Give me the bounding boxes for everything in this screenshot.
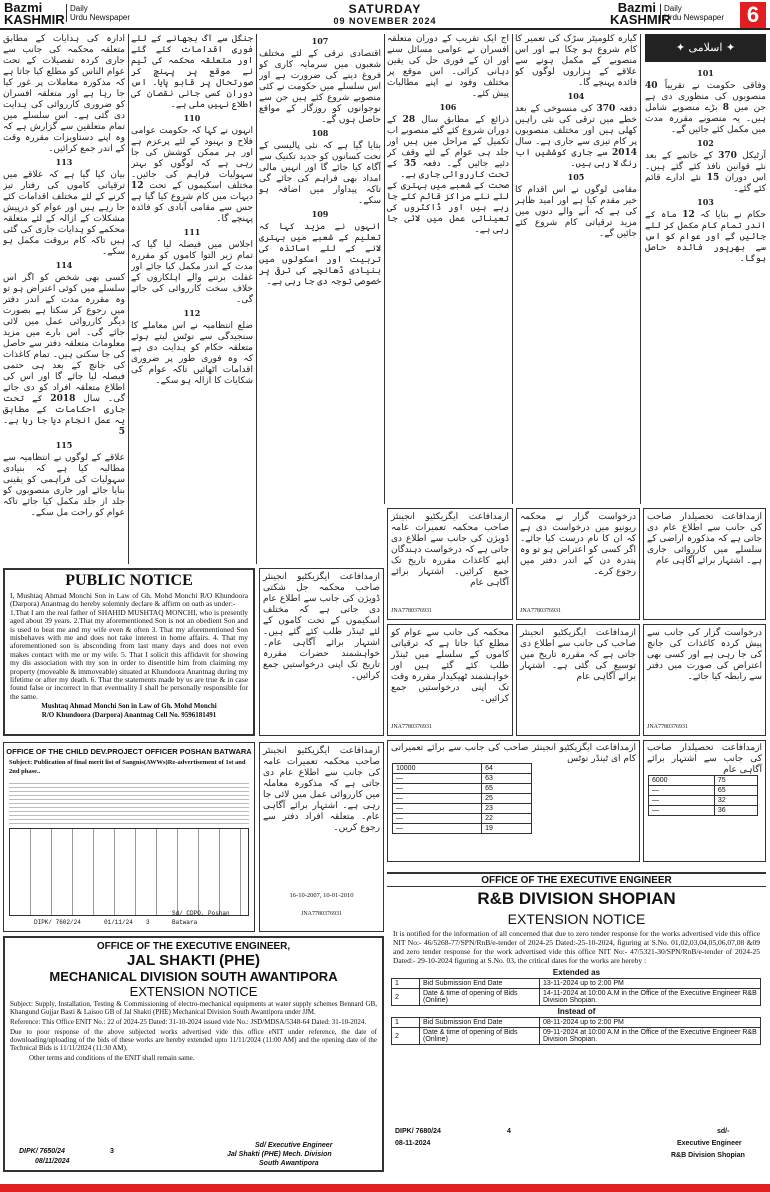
urdu-notice-box: ازمدافاعت تحصیلدار صاحب کی جانب سے اطلاع عام دی جاتی ہے کہ مذکورہ اراضی کے سلسلے میں کارروائی جاری ہے۔ اشتہار برائے آگاہی عام [643, 508, 766, 620]
urdu-column-6: 101 وفاقی حکومت نے تقریباً 40 منصوبوں کی منظوری دی ہے جن میں 8 بڑے منصوبے شامل ہیں۔ یہ منصوبے مقررہ مدت میں مکمل کئے جائیں گے۔ 102 آرٹیکل 370 کے خاتمے کے بعد نئے قوانین نافذ کئے گئے ہیں۔ اس دوران 15 نئے ادارے قائم کئے گئے۔ 103 حکام نے بتایا کہ 12 ماہ کے اندر تمام کام مکمل کر لئے جائیں گے اور عوام کو اس سے بھرپور فائدہ حاصل ہوگا۔ [645, 68, 766, 264]
item-number: 111 [183, 227, 201, 237]
amount-cell: 23 [482, 804, 532, 814]
public-notice [3, 568, 255, 736]
urdu-column-4: آج ایک تقریب کے دوران متعلقہ افسران نے عوامی مسائل سنے اور ان کے فوری حل کی یقین دہانی کرائی۔ اس موقع پر مختلف وفود نے اپنے مطالبات پیش کئے۔ 106 ذرائع کے مطابق سال 28 کے دوران شروع کئے گئے منصوبے اب تکمیل کے مراحل میں ہیں اور جلد ہی عوام کے لئے وقف کر دئیے جائیں گے۔ دفعہ 35 کے تحت کارروائی جاری ہے۔ صحت کے شعبے میں بہتری کے لئے نئے مراکز قائم کئے جا رہے ہیں اور ڈاکٹروں کی تعیناتی عمل میں لائی جا رہی ہے۔ [387, 34, 509, 235]
amount-cell: 32 [714, 796, 757, 806]
rb-office: OFFICE OF THE EXECUTIVE ENGINEER [387, 872, 766, 887]
inline-figure: 40 [645, 81, 658, 91]
js-reference: Reference: This Office ENIT No.: 22 of 2024-25 Dated: 31-10-2024 issued vide No.: JSD/MDSA/5348-64 Dated: 31-10-2024. [10, 1018, 367, 1026]
urdu-tender-notice: ازمدافاعت ایگزیکٹیو انجینئر صاحب کی جانب سے برائے تعمیراتی کام ای ٹینڈر نوٹس 10000 64 — 63 — 65 — 25 — 23 — 22 — 19 [387, 740, 640, 862]
js-date: 08/11/2024 [35, 1158, 70, 1165]
cdpo-num: 3 [146, 919, 150, 926]
inline-figure: 12 [131, 181, 144, 191]
amount-cell: 75 [714, 776, 757, 786]
rb-division: R&B DIVISION SHOPIAN [477, 889, 676, 908]
cdpo-merit-table [9, 828, 249, 916]
amount-cell: 19 [482, 824, 532, 834]
urdu-notice-box: ازمدافاعت ایگزیکٹیو انجینئر صاحب کی جانب سے اطلاع دی جاتی ہے کہ مقررہ تاریخ میں توسیع کی گئی ہے۔ اشتہار برائے آگاہی عام [516, 624, 640, 736]
item-number: 102 [697, 138, 714, 148]
rb-num: 4 [507, 1128, 511, 1135]
right-sub-1: Daily [664, 4, 682, 13]
column-rule [384, 34, 385, 504]
cdpo-signature: Sd/ CDPO, Poshan Batwara [172, 910, 230, 926]
js-num: 3 [110, 1148, 114, 1155]
rb-ref: DIPK/ 7680/24 [395, 1128, 441, 1135]
urdu-tender-notice: ازمدافاعت تحصیلدار صاحب کی جانب سے اشتہار برائے آگاہی عام 6000 75 — 65 — 32 — 36 [643, 740, 766, 862]
amount-cell: 63 [482, 774, 532, 784]
masthead [0, 0, 770, 30]
amount-cell: 10000 [393, 764, 482, 774]
notice-ref: JNA7780376931 [391, 608, 433, 614]
urdu-date: 10-01-2010 [323, 892, 354, 899]
js-dept: JAL SHAKTI (PHE) [126, 952, 261, 969]
amount-cell: 25 [482, 794, 532, 804]
tender-table: 10000 64 — 63 — 65 — 25 — 23 — 22 — 19 [392, 763, 532, 834]
item-number: 106 [439, 102, 457, 112]
amount-cell: 6000 [649, 776, 715, 786]
issue-day: SATURDAY [348, 2, 422, 16]
column-rule [640, 34, 641, 504]
js-sig-2: Jal Shakti (PHE) Mech. Division [227, 1151, 332, 1158]
public-notice-sig-2: R/O Khundoora (Darpora) Anantnag Cell No. 9596181491 [41, 711, 217, 719]
inline-figure: 370 [718, 151, 737, 161]
js-ref: DIPK/ 7650/24 [19, 1148, 65, 1155]
item-number: 113 [55, 157, 73, 167]
right-title-2: KASHMIR [610, 12, 671, 27]
cdpo-title: OFFICE OF THE CHILD DEV.PROJECT OFFICER POSHAN BATWARA [6, 747, 252, 756]
js-sig-1: Sd/ Executive Engineer [255, 1142, 333, 1149]
footer-band [0, 1184, 770, 1192]
page-number-badge: 6 [740, 2, 766, 28]
notice-ref: JNA7780376931 [520, 608, 562, 614]
notice-ref: JNA7780376931 [647, 724, 689, 730]
public-notice-body: I, Mushtaq Ahmad Monchi Son in Law of Gh. Mohd Monchi R/O Khundoora (Darpora) Anantnag do hereby solemnly declare & affirm on oath as under:- 1.That I am the real father of SHAHID MUSHTAQ MONCHI, who is presently aged about 39 years. 2.That my aforementioned Son is not an obedient Son and is used to beat me and my wife even & often 3. That my aforementioned Son misbehaves with me and does not take interest in home affairs. 4. That my aforementioned son is absconding from last many days and does not even makes contact with me or my wife. 5. That I solicit this affidavit for showing my dis association with my son in order to disentitle him from claiming my property (moveable & immoveable) situated at Khundoora Anantnag during my lifetime or after my death. 6. That the statements made by us are true & in case found false or incorrect in that eventuality I shall be personally responsible for the same. [10, 591, 248, 701]
js-division: MECHANICAL DIVISION SOUTH AWANTIPORA [49, 969, 338, 984]
js-sig-3: South Awantipora [259, 1160, 319, 1167]
left-sub-1: Daily [70, 4, 88, 13]
rb-division-sig: R&B Division Shopian [671, 1152, 745, 1159]
item-number: 114 [55, 260, 73, 270]
urdu-notice-box: محکمہ کی جانب سے عوام کو مطلع کیا جاتا ہے کہ ترقیاتی کاموں کے سلسلے میں ٹینڈر طلب کئے گئے ہیں اور خواہشمند ٹھیکیدار مقررہ وقت تک اپنی درخواستیں جمع کرائیں۔ JNA7780376931 [387, 624, 513, 736]
cdpo-ref: DIPK/ 7602/24 [34, 919, 81, 926]
js-body: Due to poor response of the above subjected works advertised vide this office eNIT under reference, the date of downloading/uploading of the bids of these works are hereby extended upto 11/11/2024 (11:00 AM) and the opening date of the Technical Bids is 11/11/2024 (11:30 AM). [10, 1028, 377, 1052]
rb-notice [387, 872, 766, 1172]
item-number: 109 [311, 209, 329, 219]
rb-body: It is notified for the information of all concerned that due to zero tender response for the works advertised vide this office NIT No:- 46/5268-77/SPN/RnB/e-tender of 2024-25 Dated:-25-10-2024, figuring at S.No. 01,02,03,04,05,06,07,08 &09 and zero tender response for the work advertised vide this office NIT No:- 47/5321-30/SPN/RnB/e-tender of 2024-25 Dated:- 29-10-2024 figuring at S.No. 03, the critical dates for the works are hereby : [393, 929, 760, 965]
item-number: 107 [311, 36, 329, 46]
inline-figure: 5 [118, 427, 125, 437]
item-number: 110 [183, 113, 201, 123]
cdpo-subject: Subject: Publication of final merit list of Sangnis(AWWs)Re-advertisement of 1st and 2nd phase.. [9, 759, 246, 775]
urdu-notice-box: ازمدافاعت ایگزیکٹیو انجینئر صاحب محکمہ جل شکتی ڈویژن کی جانب سے اطلاع عام دی جاتی ہے کہ مختلف اسکیموں کے تحت کاموں کے لئے ٹینڈر طلب کئے گئے ہیں۔ اشتہار برائے آگاہی عام۔ خواہشمند حضرات مقررہ تاریخ تک اپنی درخواستیں جمع کرائیں۔ [259, 568, 384, 736]
cdpo-date: 01/11/24 [104, 919, 133, 926]
rb-instead-of: Instead of [557, 1007, 596, 1016]
left-sub-2: Urdu Newspaper [70, 13, 131, 22]
column-rule [256, 34, 257, 564]
urdu-notice-box: درخواست گزار نے محکمہ ریونیو میں درخواست دی ہے کہ ان کا نام درست کیا جائے۔ اگر کسی کو اعتراض ہو تو وہ پندرہ دن کے اندر دفتر میں رجوع کرے۔ JNA7780376931 [516, 508, 640, 620]
urdu-date: 16-10-2007 [289, 892, 320, 899]
urdu-column-3: 107 اقتصادی ترقی کے لئے مختلف شعبوں میں سرمایہ کاری کو فروغ دینے کی ضرورت ہے اور اس سلسلے میں حکومت نے کئی منصوبے شروع کئے ہیں جن سے نوجوانوں کو روزگار کے مواقع حاصل ہوں گے۔ 108 بتایا گیا ہے کہ نئی پالیسی کے تحت کسانوں کو جدید تکنیک سے آگاہ کیا جائے گا اور انہیں مالی امداد بھی فراہم کی جائے گی تاکہ پیداوار میں اضافہ ہو سکے۔ 109 انہوں نے مزید کہا کہ تعلیم کے شعبے میں بہتری لانے کے لئے اساتذہ کی تربیت اور اسکولوں میں بنیادی ڈھانچے کی ترقی پر خصوصی توجہ دی جا رہی ہے۔ [259, 36, 381, 287]
js-subject: Subject: Supply, Installation, Testing & Commissioning of electro-mechanical equipments at water supply schemes Bennard GB, Khangund Gujjar Basti & Laisoo GB of Jal Shakti (PHE) Mechanical Division South Awantipora under JJM. [10, 1000, 377, 1016]
urdu-notice-box: درخواست گزار کی جانب سے پیش کردہ کاغذات کی جانچ کی جا رہی ہے اور کسی بھی اعتراض کی صورت میں دفتر سے رابطہ کیا جائے۔ JNA7780376931 [643, 624, 766, 736]
item-number: 112 [183, 308, 201, 318]
rb-date: 08-11-2024 [395, 1140, 431, 1147]
item-number: 103 [697, 197, 714, 207]
cdpo-body-text [9, 780, 249, 824]
inline-figure: 2014 [611, 148, 637, 158]
urdu-cdpo-ref: JNA7780376931 [300, 911, 342, 917]
amount-cell: 65 [714, 786, 757, 796]
item-number: 104 [567, 91, 585, 101]
amount-cell: 22 [482, 814, 532, 824]
public-notice-title: PUBLIC NOTICE [65, 572, 193, 589]
rb-ee: Executive Engineer [677, 1140, 742, 1147]
column-rule [128, 34, 129, 564]
inline-figure: 2018 [50, 394, 76, 404]
amount-cell: 36 [714, 806, 757, 816]
urdu-notice-box: ازمدافاعت ایگزیکٹیو انجینئر صاحب محکمہ تعمیرات عامہ ڈویژن کی جانب سے اطلاع دی جاتی ہے کہ درخواست دہندگان اپنے کاغذات مقررہ تاریخ تک جمع کرائیں۔ اشتہار برائے آگاہی عام JNA7780376931 [387, 508, 513, 620]
urdu-column-5: گیارہ کلومیٹر سڑک کی تعمیر کا کام شروع ہو چکا ہے اور اس منصوبے کے مکمل ہونے سے علاقے کے ہزاروں لوگوں کو فائدہ پہنچے گا۔ 104 دفعہ 370 کی منسوخی کے بعد خطے میں ترقی کی نئی راہیں کھلی ہیں اور مختلف منصوبوں پر کام تیزی سے جاری ہے۔ سال 2014 سے جاری کوششیں اب رنگ لا رہی ہیں۔ 105 مقامی لوگوں نے اس اقدام کا خیر مقدم کیا ہے اور امید ظاہر کی ہے کہ آنے والے دنوں میں مزید ترقیاتی کام شروع کئے جائیں گے۔ [515, 34, 637, 239]
left-title-2: KASHMIR [4, 12, 65, 27]
rb-extension-title: EXTENSION NOTICE [507, 911, 646, 927]
amount-cell: 64 [482, 764, 532, 774]
urdu-column-1: ادارہ کی ہدایات کے مطابق متعلقہ محکمہ کی جانب سے جاری کردہ تفصیلات کے تحت عوام الناس کو مطلع کیا جاتا ہے کہ مذکورہ معاملات پر غور کیا جا رہا ہے اور متعلقہ افسران کو ضروری کارروائی کی ہدایت دی گئی ہے۔ اس سلسلے میں تمام متعلقین سے گزارش ہے کہ وہ اپنے دستاویزات مقررہ وقت کے اندر جمع کرائیں۔ 113 بیان کیا گیا ہے کہ علاقے میں ترقیاتی کاموں کی رفتار تیز کرنے کے لئے مختلف اقدامات کئے جا رہے ہیں اور عوام کو درپیش مشکلات کے ازالہ کے لئے متعلقہ محکمے کو ہدایات جاری کی گئی ہیں تاکہ کام بروقت مکمل ہو سکے۔ 114 کسی بھی شخص کو اگر اس سلسلے میں کوئی اعتراض ہو تو وہ مقررہ مدت کے اندر دفتر میں رجوع کر سکتا ہے بصورت دیگر کارروائی عمل میں لائی جائے گی۔ اس بارے میں مزید معلومات متعلقہ دفتر سے حاصل کی جا سکتی ہیں۔ تمام کاغذات کی جانچ کے بعد ہی حتمی فیصلہ لیا جائے گا اور اس کی اطلاع متعلقہ افراد کو دی جائے گی۔ سال 2018 کے تحت جاری احکامات کے مطابق یہ عمل انجام دیا جا رہا ہے۔ 5 115 علاقے کے لوگوں نے انتظامیہ سے مطالبہ کیا ہے کہ بنیادی سہولیات کی فراہمی کو یقینی بنایا جائے اور جاری منصوبوں کو جلد از جلد مکمل کیا جائے تاکہ عوام کو راحت مل سکے۔ [3, 34, 125, 518]
inline-figure: 28 [402, 115, 416, 125]
item-number: 115 [55, 440, 73, 450]
js-office: OFFICE OF THE EXECUTIVE ENGINEER, [96, 941, 291, 952]
amount-cell: 65 [482, 784, 532, 794]
inline-figure: 35 [403, 159, 417, 169]
rb-sd: sd/- [717, 1128, 730, 1135]
item-number: 105 [567, 172, 585, 182]
column-logo: ✦ اسلامی ✦ [645, 34, 766, 62]
column-rule [512, 34, 513, 504]
inline-figure: 12 [682, 210, 695, 220]
right-title-1: Bazmi [617, 0, 656, 15]
item-number: 108 [311, 128, 329, 138]
rb-extended-as: Extended as [552, 968, 601, 977]
js-extension-title: EXTENSION NOTICE [129, 984, 258, 999]
rb-extended-table: 1 Bid Submission End Date 13-11-2024 up to 2:00 PM 2 Date & time of opening of Bids (Online) 14-11-2024 at 10:00 A.M in the Office of the Executive Engineer R&B Division Shopian. [391, 978, 761, 1006]
item-number: 101 [697, 68, 714, 78]
urdu-column-2: جنگل سے آگ بجھانے کے لئے فوری اقدامات کئے گئے اور متعلقہ محکمہ کی ٹیم نے موقع پر پہنچ کر صورتحال پر قابو پایا۔ اس دوران کسی جانی نقصان کی اطلاع نہیں ملی ہے۔ 110 انہوں نے کہا کہ حکومت عوامی فلاح و بہبود کے لئے پرعزم ہے اور ہر ممکن کوشش کی جا رہی ہے کہ لوگوں کو بہتر سہولیات فراہم کی جائیں۔ مختلف اسکیموں کے تحت 12 دیہات میں کام شروع کیا گیا ہے جس سے مقامی آبادی کو فائدہ پہنچے گا۔ 111 اجلاس میں فیصلہ لیا گیا کہ تمام زیر التوا کاموں کو مقررہ مدت کے اندر مکمل کیا جائے اور غفلت برتنے والے اہلکاروں کے خلاف سخت کارروائی کی جائے گی۔ 112 ضلع انتظامیہ نے اس معاملے کا سنجیدگی سے نوٹس لیتے ہوئے متعلقہ حکام کو ہدایت دی ہے کہ وہ فوری طور پر ضروری اقدامات اٹھائیں تاکہ عوام کی شکایات کا ازالہ ہو سکے۔ [131, 34, 253, 386]
notice-ref: JNA7780376931 [391, 724, 433, 730]
issue-date: 09 NOVEMBER 2024 [333, 16, 437, 26]
urdu-cdpo-notice: ازمدافاعت ایگزیکٹیو انجینئر صاحب محکمہ تعمیرات عامہ کی جانب سے اطلاع عام دی جاتی ہے کہ مذکورہ معاملہ میں کارروائی عمل میں لائی جا رہی ہے۔ اشتہار برائے آگاہی عام۔ متعلقہ افراد دفتر سے رجوع کریں۔ 16-10-2007, 10-01-2010 JNA7780376931 [259, 742, 384, 932]
inline-figure: 370 [596, 104, 616, 114]
public-notice-sig-1: Mushtaq Ahmad Monchi Son in Law of Gh. Mohd Monchi [41, 702, 217, 710]
inline-figure: 8 [722, 103, 729, 113]
jal-shakti-notice [3, 936, 384, 1172]
cdpo-notice [3, 742, 255, 932]
js-body-2: Other terms and conditions of the ENIT shall remain same. [29, 1054, 195, 1062]
inline-figure: 15 [706, 173, 720, 183]
right-sub-2: Urdu Newspaper [664, 13, 725, 22]
left-title-1: Bazmi [4, 0, 43, 15]
rb-instead-table: 1 Bid Submission End Date 08-11-2024 up to 2:00 PM 2 Date & time of opening of Bids (Online) 09-11-2024 at 10:00 A.M in the Office of the Executive Engineer R&B Division Shopian. [391, 1017, 761, 1045]
tender-table: 6000 75 — 65 — 32 — 36 [648, 775, 758, 816]
